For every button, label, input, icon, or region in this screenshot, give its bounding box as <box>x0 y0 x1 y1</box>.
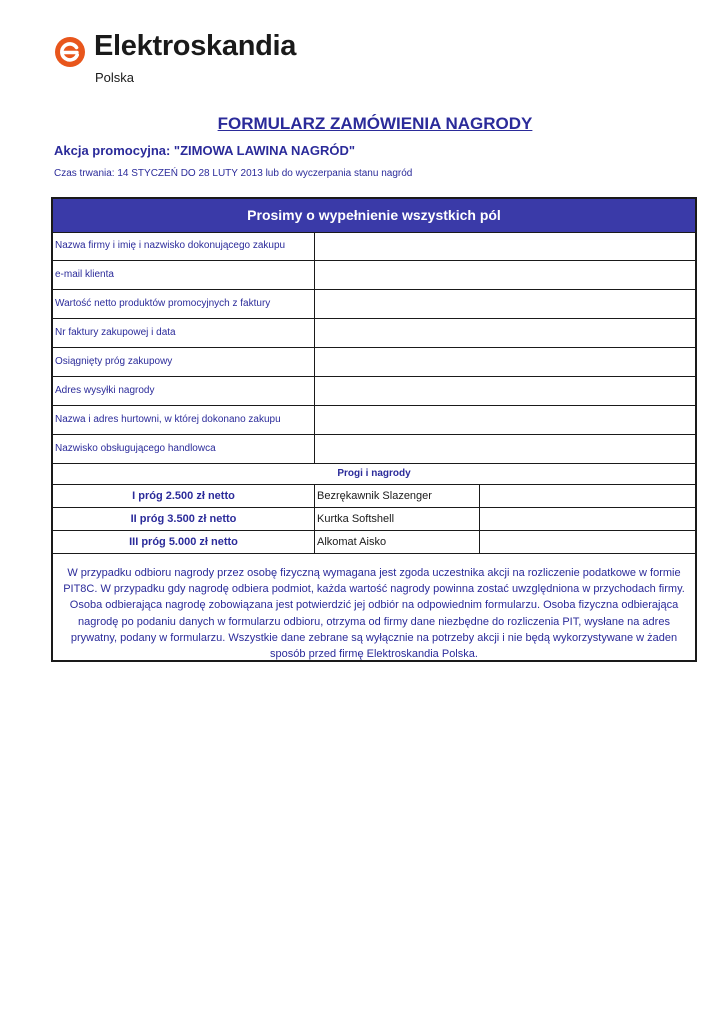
form-row-email <box>53 261 695 290</box>
net-value-field[interactable] <box>314 290 695 318</box>
tier-label: I próg 2.500 zł netto <box>132 490 235 502</box>
field-label: Nazwa i adres hurtowni, w której dokonano zakupu <box>55 414 281 425</box>
shipping-address-field[interactable] <box>314 377 695 405</box>
brand-name: Elektroskandia <box>94 30 297 62</box>
form-row-salesperson <box>53 435 695 464</box>
brand-subtitle: Polska <box>95 70 135 85</box>
form-row-net-value <box>53 290 695 319</box>
tier-prize: Bezrękawnik Slazenger <box>314 485 479 507</box>
field-label: e-mail klienta <box>55 269 114 280</box>
form-header: Prosimy o wypełnienie wszystkich pól <box>53 199 695 233</box>
form-row-wholesaler <box>53 406 695 435</box>
email-field[interactable] <box>314 261 695 289</box>
tier-select-cell[interactable] <box>479 508 695 530</box>
tier-prize: Alkomat Aisko <box>314 531 479 553</box>
form-row-threshold <box>53 348 695 377</box>
wholesaler-field[interactable] <box>314 406 695 434</box>
promo-name: Akcja promocyjna: "ZIMOWA LAWINA NAGRÓD" <box>54 143 355 158</box>
form-row-shipping <box>53 377 695 406</box>
elektroskandia-logo-icon <box>54 36 86 68</box>
tier-row <box>53 508 695 531</box>
order-form <box>51 197 697 662</box>
form-row-invoice <box>53 319 695 348</box>
tier-select-cell[interactable] <box>479 531 695 553</box>
tier-label: III próg 5.000 zł netto <box>129 536 238 548</box>
threshold-field[interactable] <box>314 348 695 376</box>
tier-label: II próg 3.500 zł netto <box>130 513 237 525</box>
field-label: Wartość netto produktów promocyjnych z faktury <box>55 298 271 309</box>
invoice-field[interactable] <box>314 319 695 347</box>
field-label: Adres wysyłki nagrody <box>55 385 155 396</box>
tiers-header: Progi i nagrody <box>53 462 695 485</box>
page-title: FORMULARZ ZAMÓWIENIA NAGRODY <box>217 114 533 133</box>
tier-row <box>53 485 695 508</box>
field-label: Nr faktury zakupowej i data <box>55 327 176 338</box>
company-name-field[interactable] <box>314 232 695 260</box>
field-label: Osiągnięty próg zakupowy <box>55 356 173 367</box>
field-label: Nazwisko obsługującego handlowca <box>55 443 216 454</box>
tax-notice: W przypadku odbioru nagrody przez osobę fizyczną wymagana jest zgoda uczestnika akcji na rozliczenie podatkowe w formie PIT8C. W przypadku gdy nagrodę odbiera podmiot, każda wartość nagrody powinna zostać uwzględniona w przychodach firmy. Osoba odbierająca nagrodę zobowiązana jest potwierdzić jej odbiór na odpowiednim formularzu. Osoba fizyczna odbierająca nagrodę po podaniu danych w formularzu odbioru, otrzyma od firmy dane niezbędne do rozliczenia PIT, wysłane na adres prywatny, podany w formularzu. Wszystkie dane zebrane są wyłącznie na potrzeby akcji i nie będą wykorzystywane w żaden sposób przed firmę Elektroskandia Polska. <box>63 567 685 661</box>
tier-row <box>53 531 695 554</box>
salesperson-field[interactable] <box>314 435 695 463</box>
tier-select-cell[interactable] <box>479 485 695 507</box>
form-row-company <box>53 232 695 261</box>
brand-logo <box>54 30 314 88</box>
promo-duration: Czas trwania: 14 STYCZEŃ DO 28 LUTY 2013 lub do wyczerpania stanu nagród <box>54 168 413 179</box>
field-label: Nazwa firmy i imię i nazwisko dokonującego zakupu <box>55 240 286 251</box>
tier-prize: Kurtka Softshell <box>314 508 479 530</box>
